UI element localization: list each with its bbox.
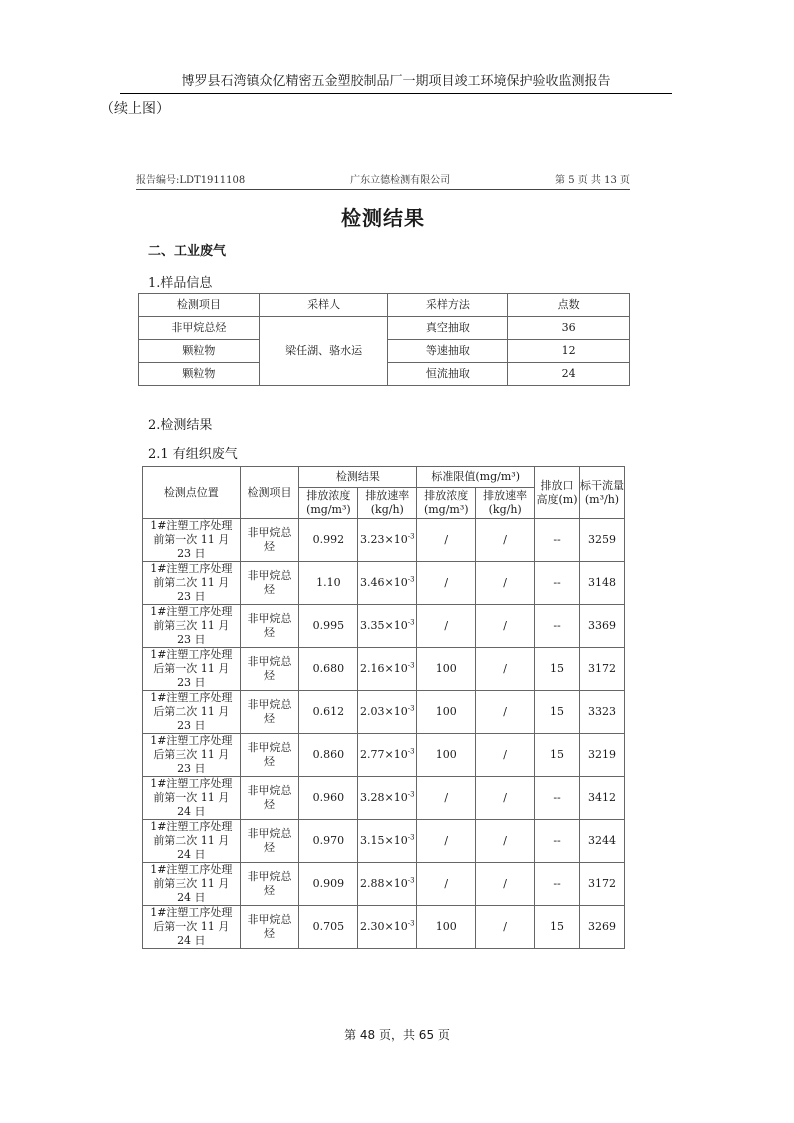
rate-mantissa: 3.46×10 — [360, 576, 408, 589]
header-limit: 标准限值(mg/m³) — [417, 467, 535, 488]
outlet-height-cell: 15 — [535, 691, 580, 734]
method-cell: 恒流抽取 — [388, 363, 508, 386]
limit-concentration-cell: / — [417, 863, 476, 906]
rate-cell — [358, 519, 417, 562]
organized-gas-title: 2.1 有组织废气 — [148, 447, 238, 462]
points-cell: 24 — [508, 363, 630, 386]
flow-cell: 3323 — [579, 691, 624, 734]
rate-mantissa: 3.23×10 — [360, 533, 408, 546]
limit-concentration-cell: 100 — [417, 648, 476, 691]
organized-gas-results-table — [142, 466, 625, 949]
table-row — [143, 906, 625, 949]
section-title: 二、工业废气 — [148, 244, 227, 259]
rate-exponent: -3 — [407, 919, 415, 928]
report-page-info: 第 5 页 共 13 页 — [555, 175, 630, 186]
rate-exponent: -3 — [407, 618, 415, 627]
item-cell: 非甲烷总烃 — [240, 648, 299, 691]
limit-concentration-cell: / — [417, 562, 476, 605]
rate-cell — [358, 863, 417, 906]
limit-rate-cell: / — [476, 605, 535, 648]
item-cell: 颗粒物 — [139, 363, 260, 386]
location-cell: 1#注塑工序处理前第二次 11 月 23 日 — [143, 562, 241, 605]
flow-cell: 3172 — [579, 863, 624, 906]
limit-concentration-cell: 100 — [417, 691, 476, 734]
sample-info-table — [138, 293, 630, 386]
location-cell: 1#注塑工序处理前第一次 11 月 24 日 — [143, 777, 241, 820]
concentration-cell: 0.995 — [299, 605, 358, 648]
header-limit-concentration: 排放浓度(mg/m³) — [417, 488, 476, 519]
table-row — [143, 734, 625, 777]
outlet-height-cell: -- — [535, 863, 580, 906]
item-cell: 非甲烷总烃 — [240, 605, 299, 648]
item-cell: 非甲烷总烃 — [240, 863, 299, 906]
limit-rate-cell: / — [476, 562, 535, 605]
table-row — [143, 648, 625, 691]
page-footer: 第 48 页，共 65 页 — [344, 1028, 450, 1042]
header-item: 检测项目 — [240, 467, 299, 519]
table-header-row — [143, 467, 625, 488]
limit-rate-cell: / — [476, 863, 535, 906]
limit-rate-cell: / — [476, 820, 535, 863]
header-results: 检测结果 — [299, 467, 417, 488]
rate-exponent: -3 — [407, 876, 415, 885]
header-rate: 排放速率(kg/h) — [358, 488, 417, 519]
rate-cell — [358, 906, 417, 949]
rate-exponent: -3 — [407, 532, 415, 541]
continued-label: （续上图） — [100, 101, 170, 117]
concentration-cell: 0.705 — [299, 906, 358, 949]
rate-mantissa: 3.15×10 — [360, 834, 408, 847]
rate-cell — [358, 605, 417, 648]
header-location: 检测点位置 — [143, 467, 241, 519]
rate-exponent: -3 — [407, 790, 415, 799]
outlet-height-cell: -- — [535, 777, 580, 820]
item-cell: 非甲烷总烃 — [139, 317, 260, 340]
rate-mantissa: 2.30×10 — [360, 920, 408, 933]
table-row — [139, 317, 630, 340]
table-row — [143, 863, 625, 906]
header-cell: 点数 — [508, 294, 630, 317]
item-cell: 非甲烷总烃 — [240, 820, 299, 863]
flow-cell: 3259 — [579, 519, 624, 562]
item-cell: 非甲烷总烃 — [240, 691, 299, 734]
rate-mantissa: 3.28×10 — [360, 791, 408, 804]
table-row — [143, 562, 625, 605]
table-row — [143, 777, 625, 820]
flow-cell: 3148 — [579, 562, 624, 605]
concentration-cell: 0.992 — [299, 519, 358, 562]
limit-concentration-cell: / — [417, 777, 476, 820]
sample-info-title: 1.样品信息 — [148, 276, 213, 291]
rate-exponent: -3 — [407, 704, 415, 713]
method-cell: 等速抽取 — [388, 340, 508, 363]
location-cell: 1#注塑工序处理后第一次 11 月 23 日 — [143, 648, 241, 691]
rate-mantissa: 2.88×10 — [360, 877, 408, 890]
page-title: 检测结果 — [341, 206, 425, 230]
outlet-height-cell: -- — [535, 605, 580, 648]
concentration-cell: 0.612 — [299, 691, 358, 734]
rate-exponent: -3 — [407, 833, 415, 842]
header-cell: 采样人 — [259, 294, 388, 317]
table-row — [143, 519, 625, 562]
limit-concentration-cell: 100 — [417, 906, 476, 949]
rate-exponent: -3 — [407, 747, 415, 756]
concentration-cell: 1.10 — [299, 562, 358, 605]
table-row — [143, 820, 625, 863]
rate-cell — [358, 734, 417, 777]
rate-cell — [358, 648, 417, 691]
points-cell: 12 — [508, 340, 630, 363]
rate-cell — [358, 777, 417, 820]
item-cell: 非甲烷总烃 — [240, 562, 299, 605]
table-row — [143, 605, 625, 648]
location-cell: 1#注塑工序处理后第一次 11 月 24 日 — [143, 906, 241, 949]
header-cell: 检测项目 — [139, 294, 260, 317]
header-cell: 采样方法 — [388, 294, 508, 317]
flow-cell: 3244 — [579, 820, 624, 863]
limit-rate-cell: / — [476, 648, 535, 691]
limit-concentration-cell: / — [417, 605, 476, 648]
outlet-height-cell: -- — [535, 562, 580, 605]
outlet-height-cell: 15 — [535, 648, 580, 691]
limit-rate-cell: / — [476, 777, 535, 820]
document-header: 博罗县石湾镇众亿精密五金塑胶制品厂一期项目竣工环境保护验收监测报告 — [120, 70, 672, 94]
item-cell: 非甲烷总烃 — [240, 734, 299, 777]
location-cell: 1#注塑工序处理前第二次 11 月 24 日 — [143, 820, 241, 863]
concentration-cell: 0.909 — [299, 863, 358, 906]
limit-rate-cell: / — [476, 734, 535, 777]
report-info-bar — [136, 171, 630, 190]
limit-rate-cell: / — [476, 691, 535, 734]
flow-cell: 3412 — [579, 777, 624, 820]
flow-cell: 3369 — [579, 605, 624, 648]
item-cell: 非甲烷总烃 — [240, 777, 299, 820]
location-cell: 1#注塑工序处理后第二次 11 月 23 日 — [143, 691, 241, 734]
rate-mantissa: 2.16×10 — [360, 662, 408, 675]
outlet-height-cell: -- — [535, 820, 580, 863]
concentration-cell: 0.970 — [299, 820, 358, 863]
header-flow: 标干流量(m³/h) — [579, 467, 624, 519]
outlet-height-cell: 15 — [535, 906, 580, 949]
limit-rate-cell: / — [476, 906, 535, 949]
header-limit-rate: 排放速率(kg/h) — [476, 488, 535, 519]
outlet-height-cell: -- — [535, 519, 580, 562]
limit-concentration-cell: 100 — [417, 734, 476, 777]
limit-concentration-cell: / — [417, 820, 476, 863]
rate-exponent: -3 — [407, 661, 415, 670]
location-cell: 1#注塑工序处理前第三次 11 月 23 日 — [143, 605, 241, 648]
item-cell: 非甲烷总烃 — [240, 519, 299, 562]
table-header-row — [139, 294, 630, 317]
sampler-cell: 梁任湖、骆水运 — [259, 317, 388, 386]
concentration-cell: 0.860 — [299, 734, 358, 777]
limit-rate-cell: / — [476, 519, 535, 562]
header-concentration: 排放浓度(mg/m³) — [299, 488, 358, 519]
rate-cell — [358, 562, 417, 605]
rate-mantissa: 3.35×10 — [360, 619, 408, 632]
location-cell: 1#注塑工序处理前第一次 11 月 23 日 — [143, 519, 241, 562]
location-cell: 1#注塑工序处理前第三次 11 月 24 日 — [143, 863, 241, 906]
rate-exponent: -3 — [407, 575, 415, 584]
rate-cell — [358, 691, 417, 734]
concentration-cell: 0.960 — [299, 777, 358, 820]
rate-cell — [358, 820, 417, 863]
company-name: 广东立德检测有限公司 — [350, 175, 451, 186]
method-cell: 真空抽取 — [388, 317, 508, 340]
item-cell: 非甲烷总烃 — [240, 906, 299, 949]
flow-cell: 3269 — [579, 906, 624, 949]
report-number: 报告编号:LDT1911108 — [136, 175, 246, 186]
item-cell: 颗粒物 — [139, 340, 260, 363]
limit-concentration-cell: / — [417, 519, 476, 562]
rate-mantissa: 2.03×10 — [360, 705, 408, 718]
flow-cell: 3172 — [579, 648, 624, 691]
results-title: 2.检测结果 — [148, 418, 213, 433]
concentration-cell: 0.680 — [299, 648, 358, 691]
header-outlet-height: 排放口高度(m) — [535, 467, 580, 519]
location-cell: 1#注塑工序处理后第三次 11 月 23 日 — [143, 734, 241, 777]
rate-mantissa: 2.77×10 — [360, 748, 408, 761]
table-row — [143, 691, 625, 734]
flow-cell: 3219 — [579, 734, 624, 777]
points-cell: 36 — [508, 317, 630, 340]
outlet-height-cell: 15 — [535, 734, 580, 777]
